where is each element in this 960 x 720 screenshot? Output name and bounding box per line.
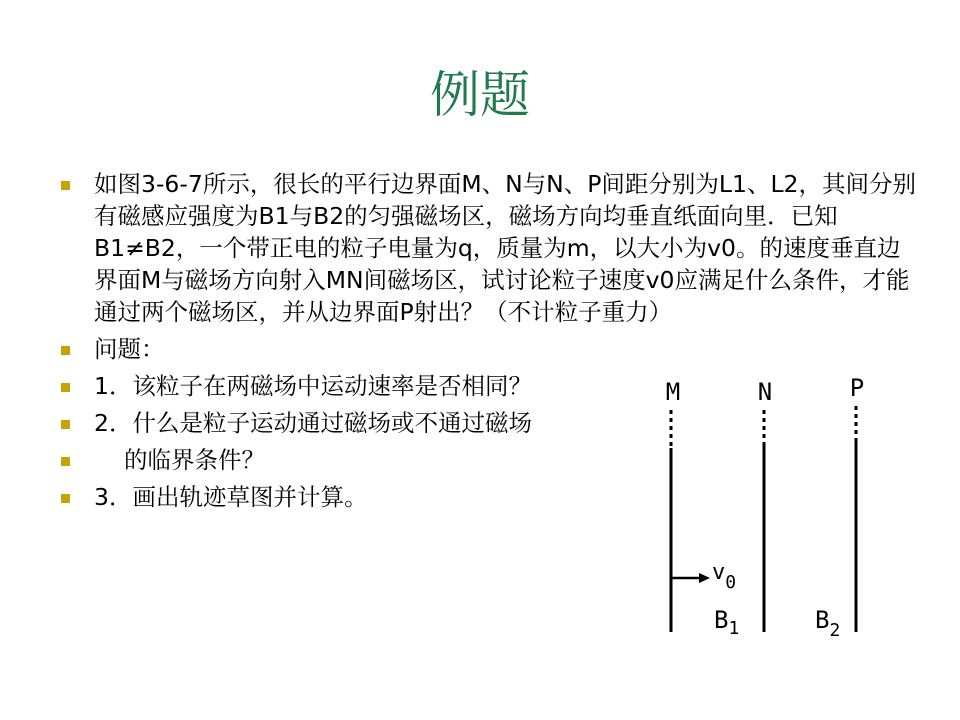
boundary-label-m: M	[665, 378, 681, 406]
field-label-b1: $B_1$	[714, 606, 740, 639]
list-item-question-1	[58, 370, 634, 402]
question-1-text: 1．该粒子在两磁场中运动速率是否相同？	[94, 372, 532, 400]
question-3-text: 3．画出轨迹草图并计算。	[94, 483, 368, 511]
bullet-icon	[61, 346, 70, 355]
question-2-text: 2．什么是粒子运动通过磁场或不通过磁场	[94, 409, 532, 437]
boundary-label-n: N	[757, 378, 773, 406]
page-title: 例题	[430, 66, 530, 124]
velocity-arrow-icon	[699, 573, 710, 583]
problem-text: 如图3-6-7所示，很长的平行边界面M、N与N、P间距分别为L1、L2，其间分别有磁感应强度为B1与B2的匀强磁场区，磁场方向均垂直纸面向里．已知B1≠B2，一个带正电的粒子电量为q，质量为m，以大小为v0。的速度垂直边界面M与磁场方向射入MN间磁场区，试讨论粒子速度v0应满足什么条件，才能通过两个磁场区，并从边界面P射出？（不计粒子重力）	[94, 170, 917, 326]
list-item-questions	[58, 333, 634, 365]
boundary-label-p: P	[849, 374, 865, 402]
bullet-icon	[61, 181, 70, 190]
bullet-icon	[61, 457, 70, 466]
question-2-cont-text: 的临界条件？	[124, 446, 265, 474]
list-item-question-3	[58, 481, 634, 513]
list-item-question-2-cont	[58, 444, 634, 476]
questions-label: 问题：	[94, 335, 165, 363]
list-item-question-2	[58, 407, 634, 439]
list-item-problem	[58, 168, 918, 328]
magnetic-field-diagram	[640, 370, 880, 645]
bullet-icon	[61, 383, 70, 392]
bullet-icon	[61, 494, 70, 503]
bullet-icon	[61, 420, 70, 429]
field-label-b2: $B_2$	[815, 606, 841, 641]
velocity-label: $v_0$	[712, 560, 737, 593]
